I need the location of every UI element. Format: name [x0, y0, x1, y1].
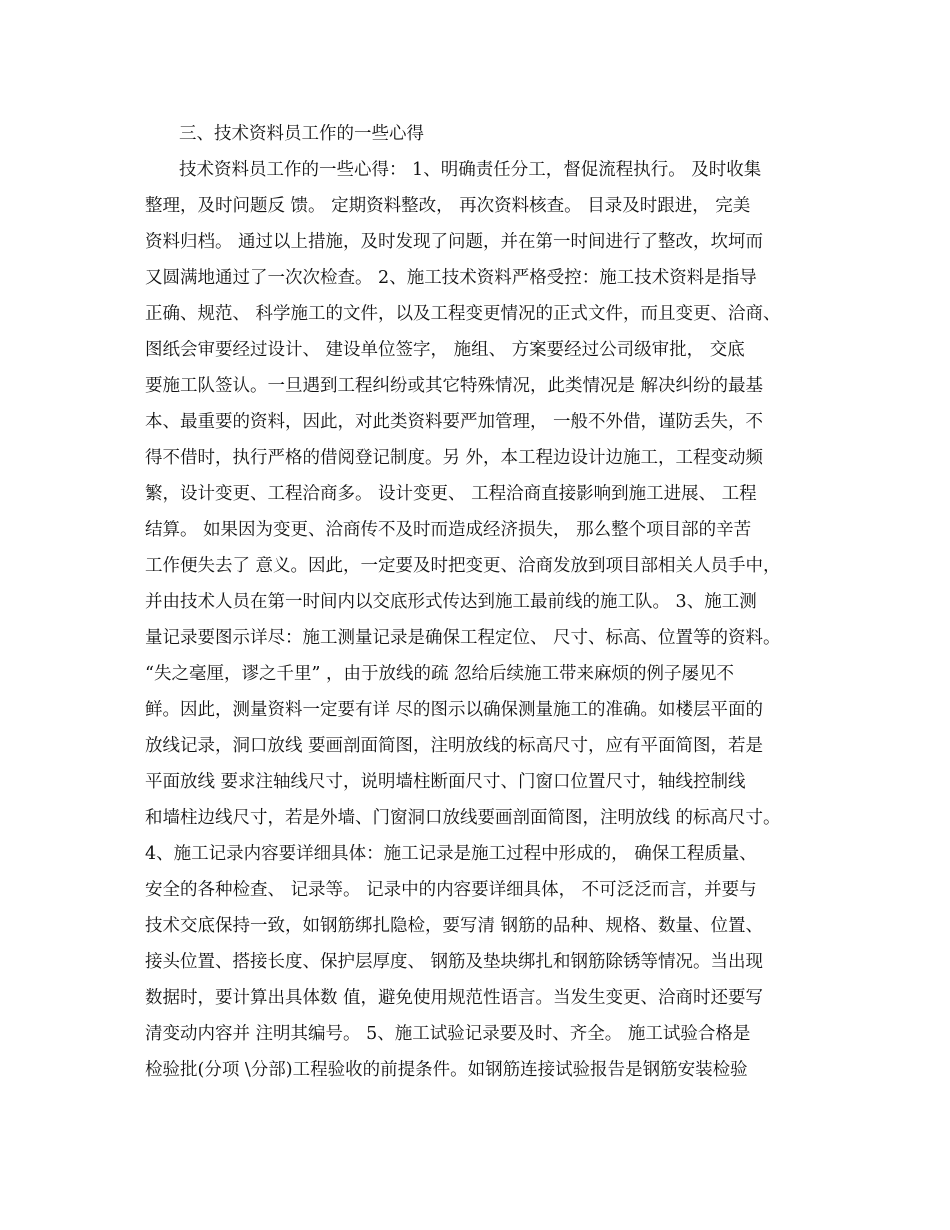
text-line: 要施工队签认。一旦遇到工程纠纷或其它特殊情况，此类情况是 解决纠纷的最基 [145, 376, 764, 396]
text-line: 又圆满地通过了一次次检查。 2、施工技术资料严格受控：施工技术资料是指导 [145, 268, 757, 288]
text-line: “失之毫厘，谬之千里” ，由于放线的疏 忽给后续施工带来麻烦的例子屡见不 [145, 664, 735, 684]
text-line: 资料归档。 通过以上措施，及时发现了问题，并在第一时间进行了整改，坎坷而 [145, 232, 764, 252]
section-heading: 三、技术资料员工作的一些心得 [179, 124, 424, 144]
text-line: 和墙柱边线尺寸，若是外墙、门窗洞口放线要画剖面简图，注明放线 的标高尺寸。 [145, 808, 781, 828]
text-line: 图纸会审要经过设计、 建设单位签字， 施组、 方案要经过公司级审批， 交底 [145, 340, 745, 360]
text-line: 并由技术人员在第一时间内以交底形式传达到施工最前线的施工队。 3、施工测 [145, 592, 757, 612]
text-line: 技术交底保持一致，如钢筋绑扎隐检，要写清 钢筋的品种、规格、数量、位置、 [145, 916, 764, 936]
text-line: 整理，及时问题反 馈。 定期资料整改， 再次资料核查。 目录及时跟进， 完美 [145, 196, 751, 216]
text-line: 清变动内容并 注明其编号。 5、施工试验记录要及时、齐全。 施工试验合格是 [145, 1024, 751, 1044]
text-line: 技术资料员工作的一些心得： 1、明确责任分工，督促流程执行。 及时收集 [179, 160, 762, 180]
text-line: 鲜。因此，测量资料一定要有详 尽的图示以确保测量施工的准确。如楼层平面的 [145, 700, 764, 720]
text-line: 本、最重要的资料，因此，对此类资料要严加管理， 一般不外借，谨防丢失，不 [145, 412, 764, 432]
text-line: 检验批(分项 \分部)工程验收的前提条件。如钢筋连接试验报告是钢筋安装检验 [145, 1060, 748, 1080]
text-line: 4、施工记录内容要详细具体：施工记录是施工过程中形成的， 确保工程质量、 [145, 844, 757, 864]
text-line: 正确、规范、 科学施工的文件，以及工程变更情况的正式文件，而且变更、洽商、 [145, 304, 781, 324]
text-line: 数据时，要计算出具体数 值，避免使用规范性语言。当发生变更、洽商时还要写 [145, 988, 764, 1008]
text-line: 量记录要图示详尽：施工测量记录是确保工程定位、 尺寸、标高、位置等的资料。 [145, 628, 781, 648]
text-line: 工作便失去了 意义。因此，一定要及时把变更、洽商发放到项目部相关人员手中， [145, 556, 781, 576]
text-line: 繁，设计变更、工程洽商多。 设计变更、 工程洽商直接影响到施工进展、 工程 [145, 484, 757, 504]
text-line: 结算。 如果因为变更、洽商传不及时而造成经济损失， 那么整个项目部的辛苦 [145, 520, 752, 540]
text-line: 安全的各种检查、 记录等。 记录中的内容要详细具体， 不可泛泛而言，并要与 [145, 880, 757, 900]
text-line: 接头位置、搭接长度、保护层厚度、 钢筋及垫块绑扎和钢筋除锈等情况。当出现 [145, 952, 764, 972]
document-body [145, 116, 815, 1088]
text-line: 平面放线 要求注轴线尺寸，说明墙柱断面尺寸、门窗口位置尺寸，轴线控制线 [145, 772, 746, 792]
text-line: 放线记录，洞口放线 要画剖面简图，注明放线的标高尺寸，应有平面简图，若是 [145, 736, 764, 756]
text-line: 得不借时，执行严格的借阅登记制度。另 外，本工程边设计边施工，工程变动频 [145, 448, 764, 468]
